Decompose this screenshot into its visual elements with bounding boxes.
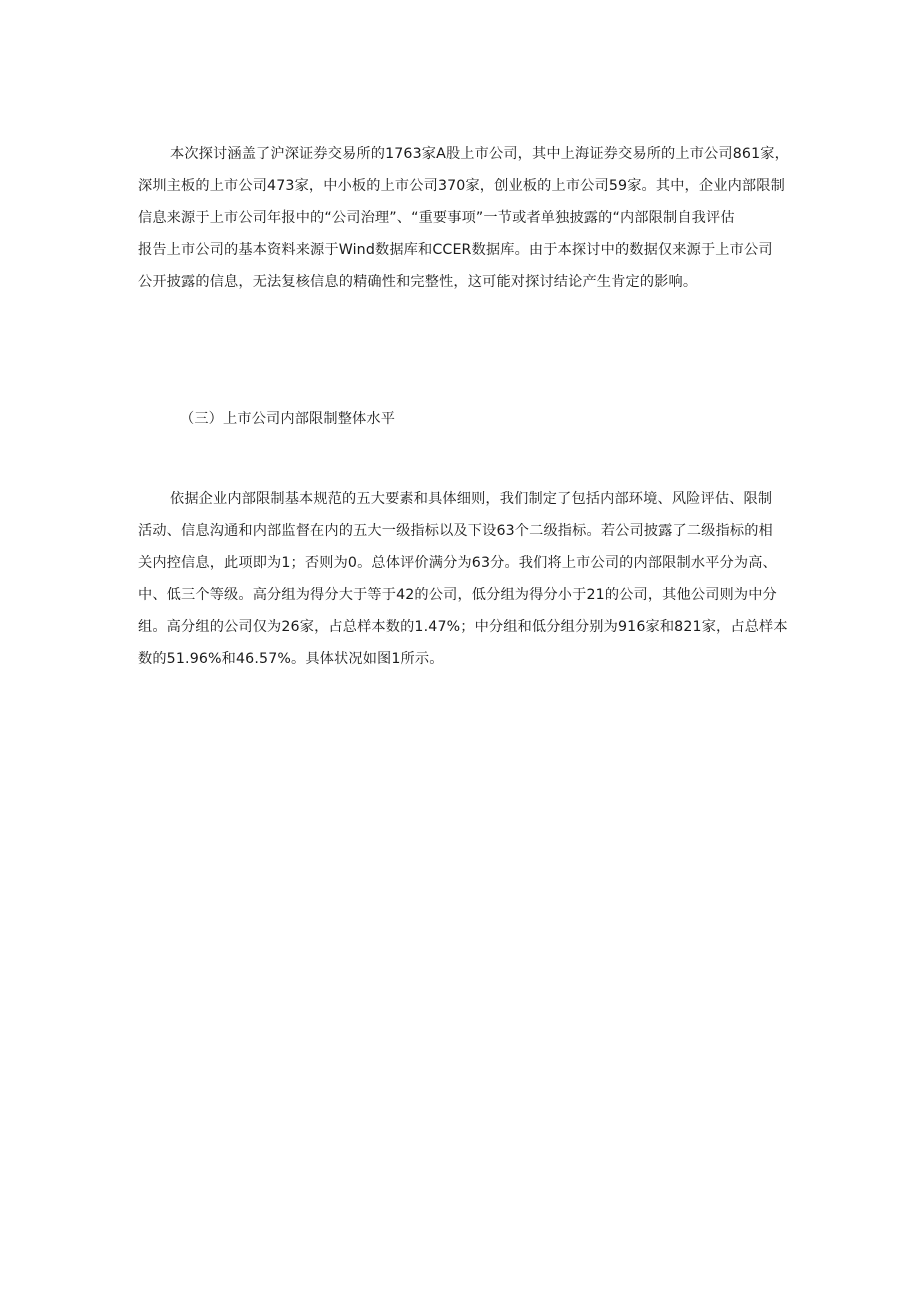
paragraph-line: 公开披露的信息，无法复核信息的精确性和完整性，这可能对探讨结论产生肯定的影响。 [138, 274, 698, 290]
section-heading: （三）上市公司内部限制整体水平 [180, 411, 396, 427]
paragraph-line: 活动、信息沟通和内部监督在内的五大一级指标以及下设63个二级指标。若公司披露了二级指标的相 [138, 523, 773, 539]
paragraph-line: 报告上市公司的基本资料来源于Wind数据库和CCER数据库。由于本探讨中的数据仅来源于上市公司 [138, 242, 773, 258]
paragraph-line: 中、低三个等级。高分组为得分大于等于42的公司，低分组为得分小于21的公司，其他公司则为中分 [138, 587, 777, 603]
paragraph-sample-description [138, 138, 794, 298]
paragraph-line: 组。高分组的公司仅为26家，占总样本数的1.47%；中分组和低分组分别为916家和821家，占总样本 [138, 619, 788, 635]
paragraph-line: 关内控信息，此项即为1；否则为0。总体评价满分为63分。我们将上市公司的内部限制水平分为高、 [138, 555, 777, 571]
paragraph-internal-control-levels [138, 483, 794, 675]
paragraph-line: 本次探讨涵盖了沪深证券交易所的1763家A股上市公司，其中上海证券交易所的上市公司861家， [170, 146, 789, 162]
paragraph-line: 依据企业内部限制基本规范的五大要素和具体细则，我们制定了包括内部环境、风险评估、限制 [170, 491, 773, 507]
paragraph-line: 数的51.96%和46.57%。具体状况如图1所示。 [138, 651, 444, 667]
paragraph-line: 深圳主板的上市公司473家，中小板的上市公司370家，创业板的上市公司59家。其中，企业内部限制 [138, 178, 785, 194]
paragraph-line: 信息来源于上市公司年报中的“公司治理”、“重要事项”一节或者单独披露的“内部限制自我评估 [138, 210, 735, 226]
